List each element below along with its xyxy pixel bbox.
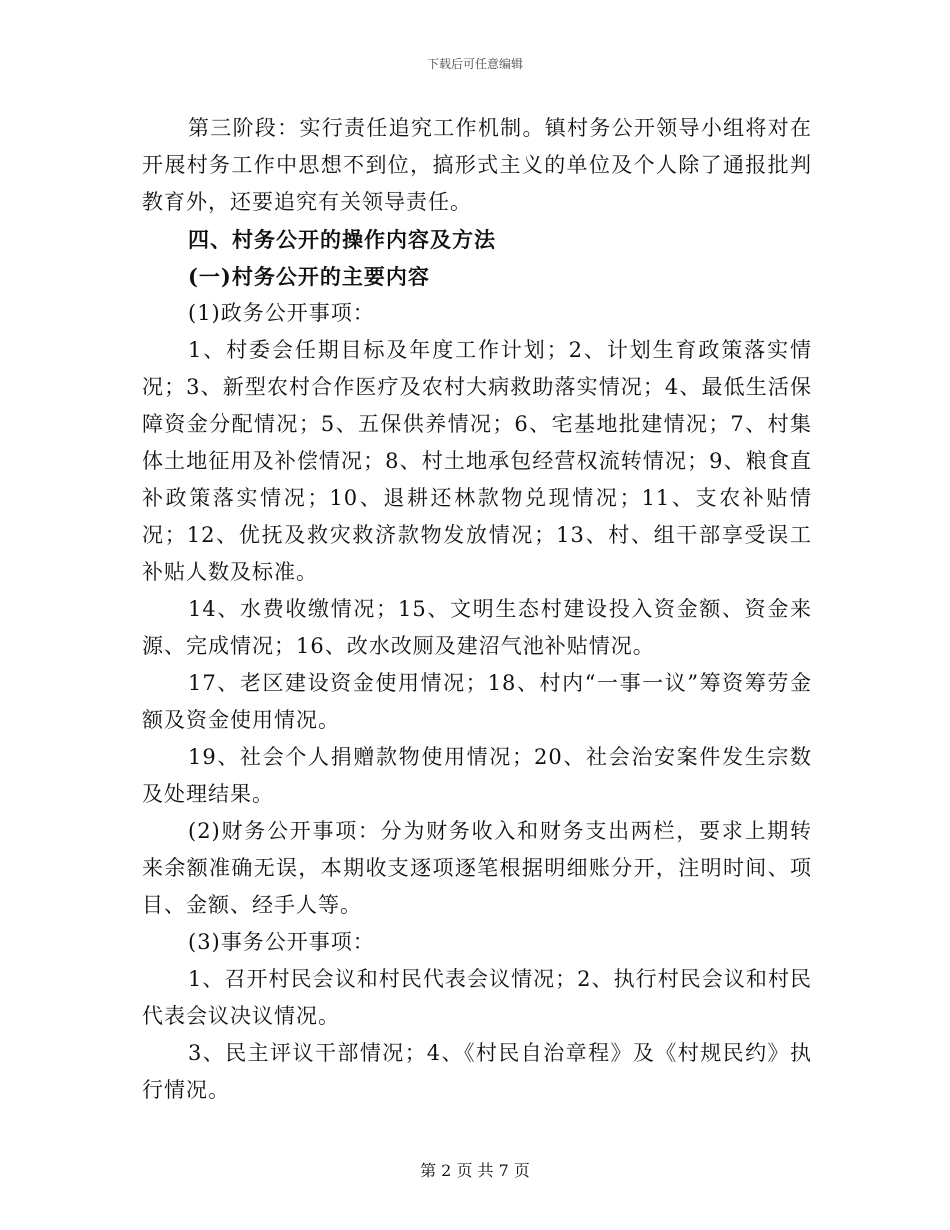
paragraph-items-17-18: 17、老区建设资金使用情况；18、村内“一事一议”筹资筹劳金额及资金使用情况。 [142,671,812,732]
paragraph-items-19-20: 19、社会个人捐赠款物使用情况；20、社会治安案件发生宗数及处理结果。 [142,745,812,806]
item-heading-affairs: (3)事务公开事项： [188,930,375,954]
section-heading: 四、村务公开的操作内容及方法 [188,227,496,252]
paragraph-stage-three: 第三阶段：实行责任追究工作机制。镇村务公开领导小组将对在开展村务工作中思想不到位，搞形式主义的单位及个人除了通报批判教育外，还要追究有关领导责任。 [142,116,812,214]
paragraph-government-items: 1、村委会任期目标及年度工作计划；2、计划生育政策落实情况；3、新型农村合作医疗及农村大病救助落实情况；4、最低生活保障资金分配情况；5、五保供养情况；6、宅基地批建情况；7、村集体土地征用及补偿情况；8、村土地承包经营权流转情况；9、粮食直补政策落实情况；10、退耕还林款物兑现情况；11、支农补贴情况；12、优抚及救灾救济款物发放情况；13、村、组干部享受误工补贴人数及标准。 [142,338,812,584]
paragraph-financial-affairs: (2)财务公开事项：分为财务收入和财务支出两栏，要求上期转来余额准确无误，本期收支逐项逐笔根据明细账分开，注明时间、项目、金额、经手人等。 [142,819,812,917]
paragraph-affairs-3-4: 3、民主评议干部情况；4、《村民自治章程》及《村规民约》执行情况。 [142,1041,812,1102]
page-footer: 第 2 页 共 7 页 [420,1161,530,1180]
paragraph-affairs-1-2: 1、召开村民会议和村民代表会议情况；2、执行村民会议和村民代表会议决议情况。 [142,967,812,1028]
paragraph-items-14-16: 14、水费收缴情况；15、文明生态村建设投入资金额、资金来源、完成情况；16、改水改厕及建沼气池补贴情况。 [142,597,812,658]
document-body [142,110,812,1109]
item-heading-government-affairs: (1)政务公开事项： [188,301,375,325]
page-header: 下载后可任意编辑 [426,57,523,71]
subsection-heading: (一)村务公开的主要内容 [188,264,430,289]
